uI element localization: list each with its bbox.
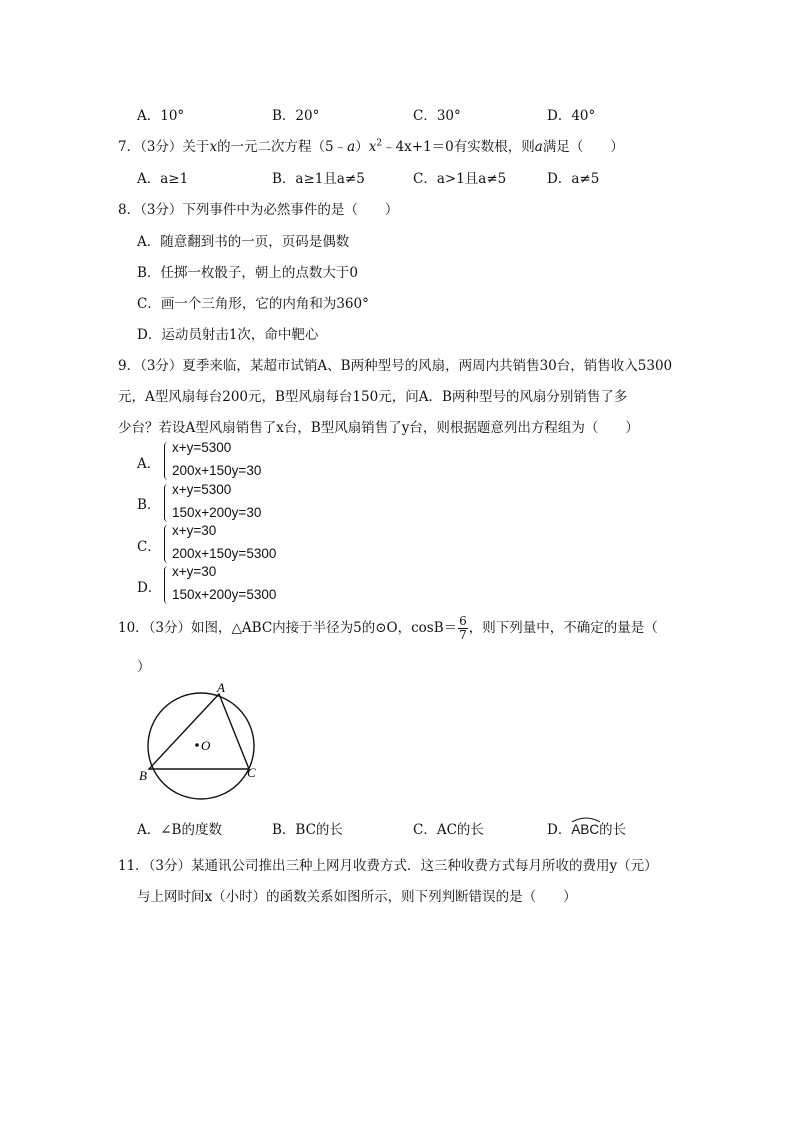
q9-option-b-label: B． [137, 497, 161, 513]
label-c: C [247, 765, 256, 780]
q11-stem-line2: 与上网时间x（小时）的函数关系如图所示，则下列判断错误的是（ ） [137, 889, 577, 905]
q10-option-d: D． ABC的长 [547, 818, 626, 838]
q10-stem: 10．（3分）如图，△ABC内接于半径为5的⊙O，cosB＝ $\frac{6}{7}$ ，则下列量中，不确定的量是（ [118, 614, 658, 642]
q9-option-a-eq1: x+y=5300 [172, 440, 232, 455]
q7-option-c: C．a>1且a≠5 [413, 171, 507, 187]
label-b: B [139, 768, 147, 783]
q10-option-b: B．BC的长 [272, 822, 343, 838]
q7-option-d: D．a≠5 [547, 171, 600, 187]
q9-option-c-eq2: 200x+150y=5300 [172, 546, 277, 561]
q10-fraction: $\frac{6}{7}$ [459, 614, 467, 642]
label-o: O [201, 738, 211, 753]
q10-option-a: A．∠B的度数 [137, 822, 222, 838]
q9-stem-line1: 9．（3分）夏季来临，某超市试销A、B两种型号的风扇，两周内共销售30台，销售收入5300 [118, 358, 673, 374]
q8-option-b: B．任掷一枚骰子，朝上的点数大于0 [137, 265, 359, 281]
q7-stem: 7．（3分）关于x的一元二次方程$(5﹣a)x^2﹣4x+1=0$有实数根，则a满足（ ） [118, 138, 624, 155]
center-point-o [195, 743, 199, 747]
q9-option-b-brace [164, 484, 171, 522]
q9-option-b-eq2: 150x+200y=30 [172, 505, 262, 520]
q9-option-d-brace [164, 566, 171, 604]
q9-option-d-label: D． [137, 580, 162, 596]
q9-option-d-eq1: x+y=30 [172, 564, 217, 579]
q9-option-c-brace [164, 525, 171, 563]
q9-option-b-eq1: x+y=5300 [172, 482, 232, 497]
q9-option-a-label: A． [137, 456, 161, 472]
q9-option-a-eq2: 200x+150y=30 [172, 463, 262, 478]
q8-stem: 8．（3分）下列事件中为必然事件的是（ ） [118, 202, 399, 218]
arc-notation: ABC [571, 822, 599, 837]
q9-option-c-eq1: x+y=30 [172, 523, 217, 538]
q6-option-a: A．10° [137, 108, 185, 124]
q10-option-c: C．AC的长 [413, 822, 484, 838]
label-a: A [217, 680, 225, 695]
q7-option-b: B．a≥1且a≠5 [272, 171, 365, 187]
q6-option-b: B．20° [272, 108, 320, 124]
q10-stem-close: ） [137, 659, 151, 675]
q10-circle-figure [139, 680, 270, 803]
q8-option-d: D．运动员射击1次，命中靶心 [137, 327, 319, 343]
q6-option-c: C．30° [413, 108, 461, 124]
q9-option-d-eq2: 150x+200y=5300 [172, 587, 277, 602]
q11-stem-line1: 11．（3分）某通讯公司推出三种上网月收费方式．这三种收费方式每月所收的费用y（元） [118, 858, 658, 874]
q8-option-a: A．随意翻到书的一页，页码是偶数 [137, 234, 350, 250]
q9-stem-line2: 元，A型风扇每台200元，B型风扇每台150元，问A．B两种型号的风扇分别销售了多 [118, 389, 628, 405]
q9-option-a-brace [164, 442, 171, 480]
q7-option-a: A．a≥1 [137, 171, 189, 187]
q6-option-d: D．40° [547, 108, 596, 124]
q9-option-c-label: C． [137, 539, 161, 555]
q8-option-c: C．画一个三角形，它的内角和为360° [137, 296, 369, 312]
q9-stem-line3: 少台？若设A型风扇销售了x台，B型风扇销售了y台，则根据题意列出方程组为（ ） [118, 420, 639, 436]
